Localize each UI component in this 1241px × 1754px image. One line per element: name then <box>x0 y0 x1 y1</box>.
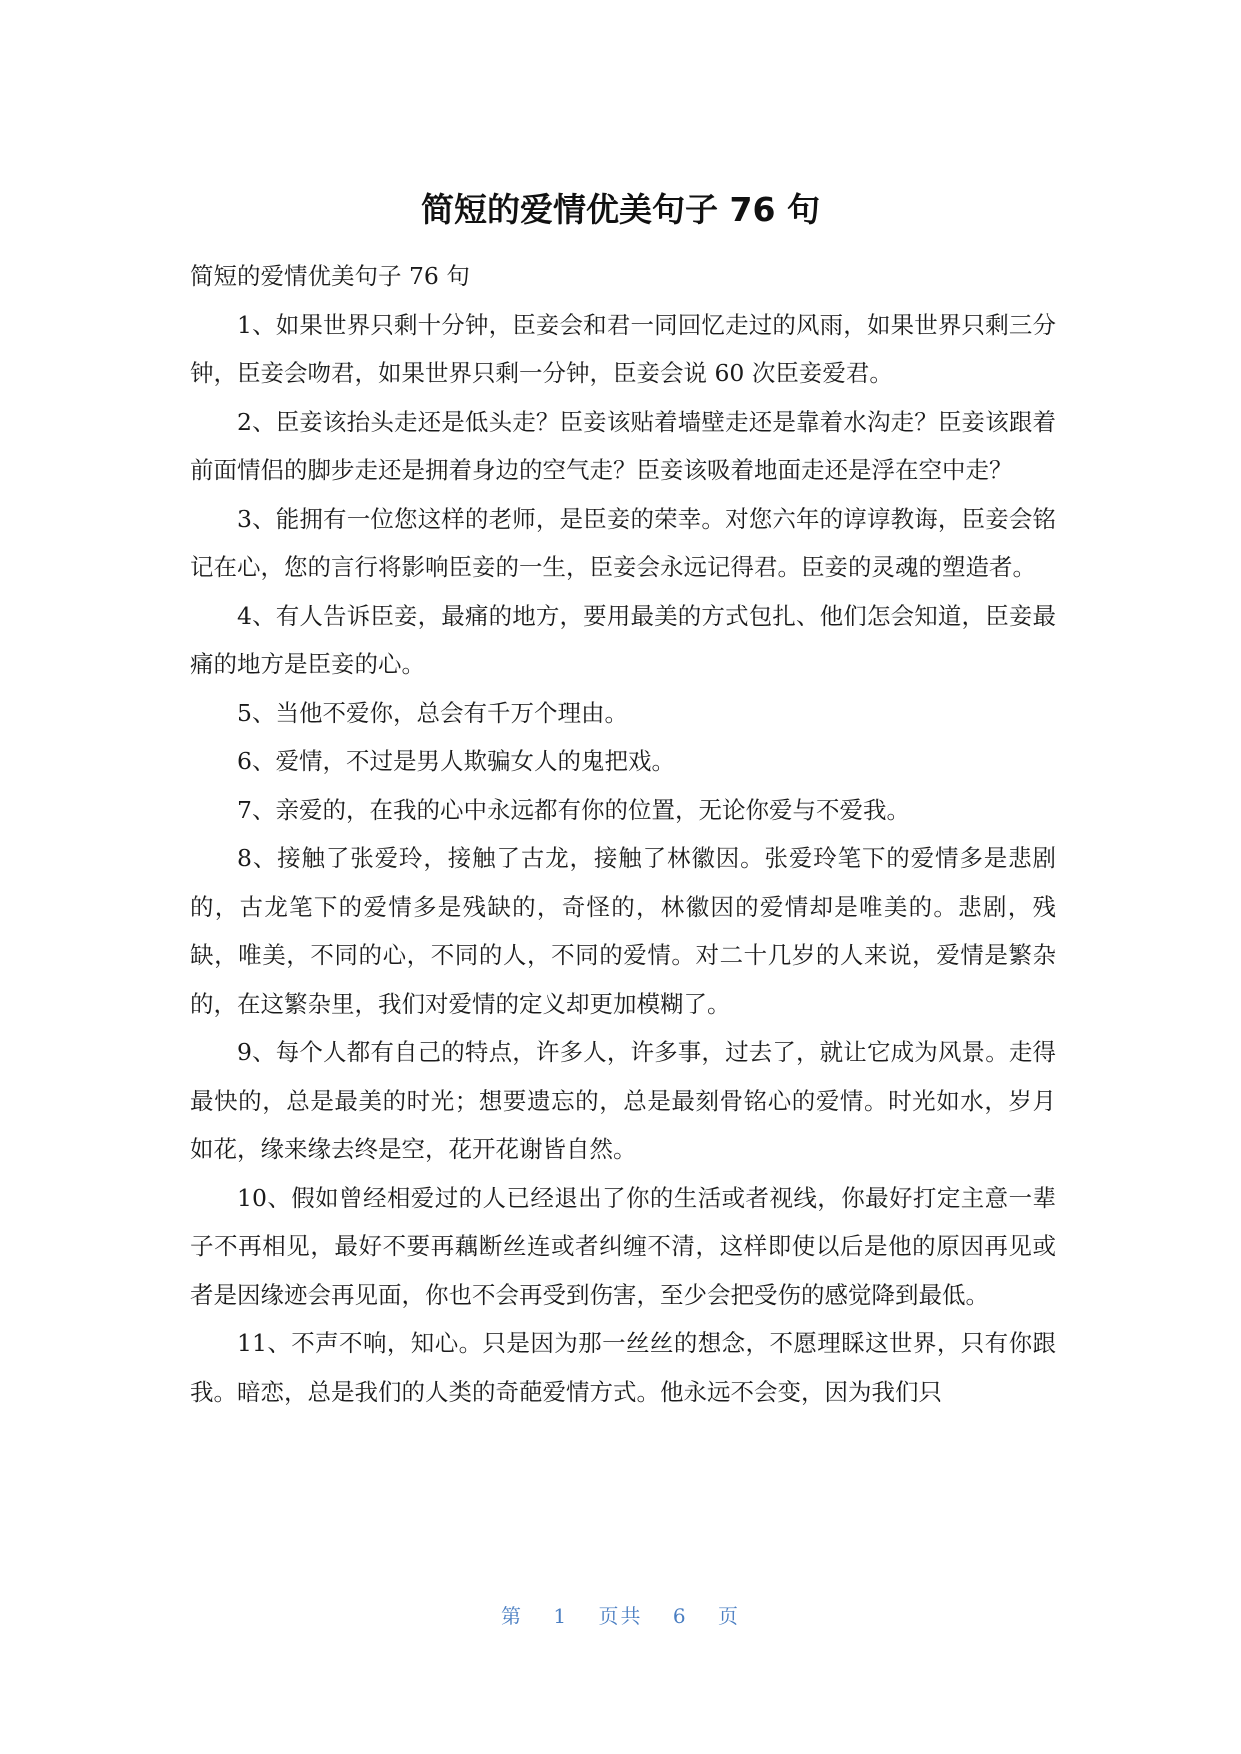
document-body <box>190 252 1056 1416</box>
paragraph-4: 4、有人告诉臣妾，最痛的地方，要用最美的方式包扎、他们怎会知道，臣妾最痛的地方是臣妾的心。 <box>190 601 1056 678</box>
paragraph-9: 9、每个人都有自己的特点，许多人，许多事，过去了，就让它成为风景。走得最快的，总是最美的时光；想要遗忘的，总是最刻骨铭心的爱情。时光如水，岁月如花，缘来缘去终是空，花开花谢皆自然。 <box>190 1038 1056 1163</box>
paragraph-10: 10、假如曾经相爱过的人已经退出了你的生活或者视线，你最好打定主意一辈子不再相见，最好不要再藕断丝连或者纠缠不清，这样即使以后是他的原因再见或者是因缘迹会再见面，你也不会再受到伤害，至少会把受伤的感觉降到最低。 <box>190 1183 1056 1309</box>
paragraph-2: 2、臣妾该抬头走还是低头走？臣妾该贴着墙壁走还是靠着水沟走？臣妾该跟着前面情侣的脚步走还是拥着身边的空气走？臣妾该吸着地面走还是浮在空中走？ <box>190 407 1056 484</box>
footer-total-pages: 6 <box>672 1604 688 1628</box>
footer-mid: 页共 <box>598 1604 643 1628</box>
page-title: 简短的爱情优美句子 76 句 <box>421 190 820 229</box>
footer-suffix: 页 <box>717 1604 740 1628</box>
paragraph-8: 8、接触了张爱玲，接触了古龙，接触了林徽因。张爱玲笔下的爱情多是悲剧的，古龙笔下的爱情多是残缺的，奇怪的，林徽因的爱情却是唯美的。悲剧，残缺，唯美，不同的心，不同的人，不同的爱情。对二十几岁的人来说，爱情是繁杂的，在这繁杂里，我们对爱情的定义却更加模糊了。 <box>190 844 1056 1018</box>
footer-current-page: 1 <box>553 1604 569 1628</box>
page-footer <box>0 1602 1241 1630</box>
paragraph-6: 6、爱情，不过是男人欺骗女人的鬼把戏。 <box>237 747 675 775</box>
document-subtitle: 简短的爱情优美句子 76 句 <box>190 262 470 290</box>
footer-prefix: 第 <box>501 1604 524 1628</box>
paragraph-5: 5、当他不爱你，总会有千万个理由。 <box>237 698 628 727</box>
paragraph-7: 7、亲爱的，在我的心中永远都有你的位置，无论你爱与不爱我。 <box>237 795 910 824</box>
paragraph-3: 3、能拥有一位您这样的老师，是臣妾的荣幸。对您六年的谆谆教诲，臣妾会铭记在心，您的言行将影响臣妾的一生，臣妾会永远记得君。臣妾的灵魂的塑造者。 <box>190 504 1056 581</box>
paragraph-11: 11、不声不响，知心。只是因为那一丝丝的想念，不愿理睬这世界，只有你跟我。暗恋，总是我们的人类的奇葩爱情方式。他永远不会变，因为我们只 <box>190 1329 1056 1406</box>
paragraph-1: 1、如果世界只剩十分钟，臣妾会和君一同回忆走过的风雨，如果世界只剩三分钟，臣妾会吻君，如果世界只剩一分钟，臣妾会说 60 次臣妾爱君。 <box>190 310 1056 387</box>
